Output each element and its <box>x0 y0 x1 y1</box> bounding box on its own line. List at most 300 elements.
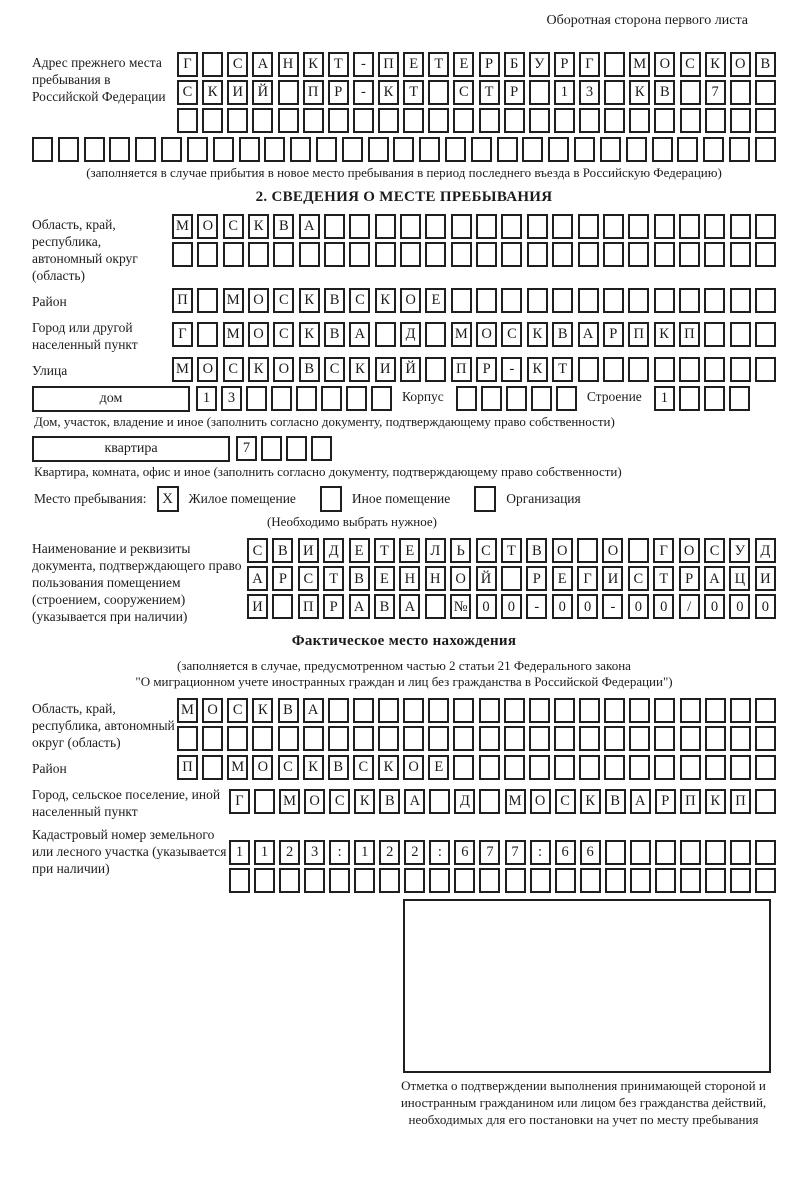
char-cell[interactable] <box>578 288 599 313</box>
char-cell[interactable]: В <box>299 357 320 382</box>
char-cell[interactable] <box>223 242 244 267</box>
char-cell[interactable]: 1 <box>196 386 217 411</box>
char-cell[interactable]: В <box>272 538 293 563</box>
char-cell[interactable] <box>705 726 726 751</box>
char-cell[interactable] <box>629 726 650 751</box>
char-cell[interactable] <box>213 137 234 162</box>
char-cell[interactable] <box>453 726 474 751</box>
char-cell[interactable] <box>603 242 624 267</box>
char-cell[interactable]: С <box>329 789 350 814</box>
char-cell[interactable]: К <box>527 357 548 382</box>
char-cell[interactable]: А <box>299 214 320 239</box>
char-cell[interactable]: И <box>298 538 319 563</box>
char-cell[interactable] <box>626 137 647 162</box>
char-cell[interactable] <box>704 357 725 382</box>
char-cell[interactable] <box>84 137 105 162</box>
char-cell[interactable]: В <box>273 214 294 239</box>
char-cell[interactable]: В <box>349 566 370 591</box>
char-cell[interactable]: К <box>378 80 399 105</box>
char-cell[interactable] <box>451 214 472 239</box>
char-cell[interactable] <box>451 242 472 267</box>
char-cell[interactable] <box>403 698 424 723</box>
char-cell[interactable]: В <box>324 288 345 313</box>
char-cell[interactable]: М <box>177 698 198 723</box>
char-cell[interactable]: Т <box>653 566 674 591</box>
char-cell[interactable] <box>248 242 269 267</box>
char-cell[interactable] <box>705 755 726 780</box>
char-cell[interactable] <box>197 288 218 313</box>
char-cell[interactable] <box>303 108 324 133</box>
char-cell[interactable]: Т <box>328 52 349 77</box>
char-cell[interactable] <box>755 789 776 814</box>
char-cell[interactable]: С <box>298 566 319 591</box>
char-cell[interactable]: Й <box>476 566 497 591</box>
char-cell[interactable] <box>303 726 324 751</box>
char-cell[interactable]: Р <box>655 789 676 814</box>
char-cell[interactable] <box>324 214 345 239</box>
char-cell[interactable] <box>58 137 79 162</box>
char-cell[interactable] <box>680 698 701 723</box>
char-cell[interactable]: Р <box>554 52 575 77</box>
char-cell[interactable] <box>527 214 548 239</box>
char-cell[interactable]: С <box>680 52 701 77</box>
char-cell[interactable]: Г <box>653 538 674 563</box>
char-cell[interactable]: К <box>527 322 548 347</box>
char-cell[interactable]: Е <box>453 52 474 77</box>
char-cell[interactable] <box>704 386 725 411</box>
char-cell[interactable]: О <box>403 755 424 780</box>
char-cell[interactable]: О <box>679 538 700 563</box>
char-cell[interactable]: М <box>505 789 526 814</box>
char-cell[interactable]: А <box>399 594 420 619</box>
char-cell[interactable] <box>278 726 299 751</box>
char-cell[interactable] <box>705 108 726 133</box>
char-cell[interactable] <box>229 868 250 893</box>
char-cell[interactable]: Р <box>476 357 497 382</box>
char-cell[interactable]: К <box>375 288 396 313</box>
char-cell[interactable] <box>629 698 650 723</box>
char-cell[interactable] <box>476 242 497 267</box>
char-cell[interactable]: 0 <box>755 594 776 619</box>
char-cell[interactable]: 0 <box>729 594 750 619</box>
char-cell[interactable] <box>479 698 500 723</box>
char-cell[interactable] <box>730 80 751 105</box>
char-cell[interactable]: К <box>248 214 269 239</box>
char-cell[interactable] <box>202 52 223 77</box>
char-cell[interactable] <box>177 726 198 751</box>
char-cell[interactable]: № <box>450 594 471 619</box>
char-cell[interactable] <box>161 137 182 162</box>
char-cell[interactable]: : <box>530 840 551 865</box>
char-cell[interactable]: А <box>578 322 599 347</box>
char-cell[interactable] <box>476 288 497 313</box>
char-cell[interactable] <box>187 137 208 162</box>
char-cell[interactable] <box>679 288 700 313</box>
char-cell[interactable] <box>299 242 320 267</box>
char-cell[interactable]: С <box>273 322 294 347</box>
char-cell[interactable]: О <box>530 789 551 814</box>
char-cell[interactable]: С <box>278 755 299 780</box>
char-cell[interactable] <box>403 108 424 133</box>
char-cell[interactable] <box>252 726 273 751</box>
char-cell[interactable] <box>172 242 193 267</box>
char-cell[interactable] <box>371 386 392 411</box>
char-cell[interactable]: Г <box>177 52 198 77</box>
char-cell[interactable]: О <box>476 322 497 347</box>
char-cell[interactable] <box>530 868 551 893</box>
char-cell[interactable]: 0 <box>476 594 497 619</box>
char-cell[interactable] <box>506 386 527 411</box>
char-cell[interactable] <box>654 288 675 313</box>
char-cell[interactable] <box>603 288 624 313</box>
char-cell[interactable] <box>400 242 421 267</box>
char-cell[interactable] <box>527 288 548 313</box>
char-cell[interactable] <box>316 137 337 162</box>
char-cell[interactable] <box>654 698 675 723</box>
char-cell[interactable] <box>476 214 497 239</box>
char-cell[interactable] <box>453 755 474 780</box>
char-cell[interactable]: К <box>349 357 370 382</box>
char-cell[interactable] <box>239 137 260 162</box>
char-cell[interactable]: Р <box>479 52 500 77</box>
char-cell[interactable]: С <box>704 538 725 563</box>
char-cell[interactable]: П <box>303 80 324 105</box>
char-cell[interactable] <box>501 214 522 239</box>
char-cell[interactable] <box>135 137 156 162</box>
char-cell[interactable]: 1 <box>654 386 675 411</box>
char-cell[interactable] <box>628 538 649 563</box>
char-cell[interactable]: И <box>375 357 396 382</box>
char-cell[interactable] <box>304 868 325 893</box>
char-cell[interactable]: 3 <box>304 840 325 865</box>
char-cell[interactable]: Т <box>428 52 449 77</box>
char-cell[interactable]: О <box>552 538 573 563</box>
char-cell[interactable]: М <box>279 789 300 814</box>
char-cell[interactable] <box>630 840 651 865</box>
char-cell[interactable]: 7 <box>479 840 500 865</box>
char-cell[interactable] <box>254 868 275 893</box>
char-cell[interactable]: 2 <box>379 840 400 865</box>
char-cell[interactable]: В <box>374 594 395 619</box>
char-cell[interactable] <box>548 137 569 162</box>
char-cell[interactable]: У <box>529 52 550 77</box>
char-cell[interactable] <box>346 386 367 411</box>
char-cell[interactable] <box>730 214 751 239</box>
char-cell[interactable]: 0 <box>501 594 522 619</box>
char-cell[interactable] <box>471 137 492 162</box>
char-cell[interactable] <box>32 137 53 162</box>
char-cell[interactable]: - <box>353 52 374 77</box>
char-cell[interactable]: Й <box>400 357 421 382</box>
char-cell[interactable]: Р <box>328 80 349 105</box>
char-cell[interactable]: В <box>552 322 573 347</box>
char-cell[interactable] <box>419 137 440 162</box>
char-cell[interactable]: 0 <box>552 594 573 619</box>
char-cell[interactable] <box>264 137 285 162</box>
char-cell[interactable] <box>630 868 651 893</box>
char-cell[interactable] <box>680 755 701 780</box>
char-cell[interactable] <box>428 108 449 133</box>
char-cell[interactable] <box>202 726 223 751</box>
char-cell[interactable] <box>403 726 424 751</box>
char-cell[interactable] <box>354 868 375 893</box>
char-cell[interactable] <box>729 386 750 411</box>
char-cell[interactable] <box>554 108 575 133</box>
char-cell[interactable] <box>680 108 701 133</box>
char-cell[interactable] <box>296 386 317 411</box>
char-cell[interactable]: Г <box>579 52 600 77</box>
char-cell[interactable] <box>342 137 363 162</box>
char-cell[interactable] <box>730 698 751 723</box>
char-cell[interactable] <box>425 594 446 619</box>
char-cell[interactable]: : <box>329 840 350 865</box>
char-cell[interactable] <box>425 357 446 382</box>
char-cell[interactable] <box>227 726 248 751</box>
char-cell[interactable] <box>375 214 396 239</box>
char-cell[interactable]: Т <box>552 357 573 382</box>
char-cell[interactable] <box>278 108 299 133</box>
stay-type-checkbox-other-premises[interactable] <box>320 486 342 512</box>
char-cell[interactable]: Р <box>526 566 547 591</box>
char-cell[interactable] <box>755 242 776 267</box>
char-cell[interactable] <box>680 726 701 751</box>
char-cell[interactable]: К <box>248 357 269 382</box>
char-cell[interactable] <box>628 357 649 382</box>
stay-type-checkbox-organization[interactable] <box>474 486 496 512</box>
char-cell[interactable] <box>654 214 675 239</box>
char-cell[interactable] <box>529 108 550 133</box>
char-cell[interactable]: П <box>378 52 399 77</box>
char-cell[interactable] <box>379 868 400 893</box>
char-cell[interactable]: С <box>227 698 248 723</box>
char-cell[interactable] <box>353 108 374 133</box>
char-cell[interactable] <box>730 868 751 893</box>
char-cell[interactable]: С <box>349 288 370 313</box>
char-cell[interactable] <box>428 80 449 105</box>
char-cell[interactable] <box>730 242 751 267</box>
char-cell[interactable]: А <box>630 789 651 814</box>
char-cell[interactable] <box>368 137 389 162</box>
char-cell[interactable] <box>479 755 500 780</box>
char-cell[interactable]: Е <box>349 538 370 563</box>
char-cell[interactable] <box>453 108 474 133</box>
char-cell[interactable]: Т <box>479 80 500 105</box>
char-cell[interactable] <box>579 108 600 133</box>
char-cell[interactable] <box>246 386 267 411</box>
char-cell[interactable]: С <box>501 322 522 347</box>
char-cell[interactable]: 6 <box>580 840 601 865</box>
char-cell[interactable] <box>252 108 273 133</box>
char-cell[interactable]: П <box>298 594 319 619</box>
char-cell[interactable]: К <box>705 789 726 814</box>
char-cell[interactable]: Д <box>454 789 475 814</box>
char-cell[interactable]: А <box>252 52 273 77</box>
char-cell[interactable]: 1 <box>554 80 575 105</box>
char-cell[interactable] <box>504 726 525 751</box>
char-cell[interactable]: П <box>730 789 751 814</box>
char-cell[interactable] <box>378 108 399 133</box>
char-cell[interactable] <box>454 868 475 893</box>
char-cell[interactable] <box>579 726 600 751</box>
char-cell[interactable] <box>578 242 599 267</box>
char-cell[interactable]: : <box>429 840 450 865</box>
char-cell[interactable]: 1 <box>229 840 250 865</box>
char-cell[interactable] <box>730 840 751 865</box>
char-cell[interactable]: Н <box>399 566 420 591</box>
char-cell[interactable]: С <box>247 538 268 563</box>
char-cell[interactable]: М <box>172 357 193 382</box>
char-cell[interactable]: О <box>400 288 421 313</box>
char-cell[interactable]: Г <box>229 789 250 814</box>
stay-type-checkbox-residential[interactable]: X <box>157 486 179 512</box>
char-cell[interactable] <box>654 726 675 751</box>
char-cell[interactable]: В <box>324 322 345 347</box>
char-cell[interactable] <box>109 137 130 162</box>
char-cell[interactable] <box>425 242 446 267</box>
char-cell[interactable]: О <box>248 288 269 313</box>
char-cell[interactable] <box>272 594 293 619</box>
char-cell[interactable] <box>604 755 625 780</box>
char-cell[interactable] <box>378 698 399 723</box>
char-cell[interactable] <box>425 322 446 347</box>
char-cell[interactable]: П <box>451 357 472 382</box>
char-cell[interactable] <box>227 108 248 133</box>
char-cell[interactable]: И <box>755 566 776 591</box>
char-cell[interactable] <box>628 242 649 267</box>
char-cell[interactable]: Р <box>323 594 344 619</box>
char-cell[interactable]: 2 <box>404 840 425 865</box>
char-cell[interactable] <box>680 868 701 893</box>
char-cell[interactable] <box>603 214 624 239</box>
char-cell[interactable]: Р <box>504 80 525 105</box>
char-cell[interactable] <box>755 322 776 347</box>
char-cell[interactable] <box>604 52 625 77</box>
char-cell[interactable] <box>425 214 446 239</box>
char-cell[interactable]: Д <box>755 538 776 563</box>
char-cell[interactable]: О <box>654 52 675 77</box>
char-cell[interactable]: О <box>248 322 269 347</box>
char-cell[interactable]: К <box>252 698 273 723</box>
char-cell[interactable]: Л <box>425 538 446 563</box>
char-cell[interactable]: / <box>679 594 700 619</box>
char-cell[interactable] <box>261 436 282 461</box>
char-cell[interactable] <box>279 868 300 893</box>
char-cell[interactable]: - <box>353 80 374 105</box>
char-cell[interactable]: В <box>278 698 299 723</box>
char-cell[interactable] <box>600 137 621 162</box>
char-cell[interactable] <box>628 288 649 313</box>
char-cell[interactable]: Р <box>679 566 700 591</box>
char-cell[interactable]: Т <box>323 566 344 591</box>
char-cell[interactable]: Г <box>172 322 193 347</box>
char-cell[interactable] <box>655 868 676 893</box>
char-cell[interactable] <box>555 868 576 893</box>
char-cell[interactable] <box>755 214 776 239</box>
char-cell[interactable]: С <box>177 80 198 105</box>
char-cell[interactable] <box>375 322 396 347</box>
char-cell[interactable]: С <box>324 357 345 382</box>
char-cell[interactable]: М <box>223 322 244 347</box>
char-cell[interactable] <box>574 137 595 162</box>
char-cell[interactable] <box>353 726 374 751</box>
char-cell[interactable]: 3 <box>221 386 242 411</box>
char-cell[interactable]: К <box>354 789 375 814</box>
char-cell[interactable]: 7 <box>505 840 526 865</box>
char-cell[interactable] <box>554 698 575 723</box>
char-cell[interactable] <box>428 726 449 751</box>
char-cell[interactable]: В <box>755 52 776 77</box>
char-cell[interactable] <box>654 755 675 780</box>
char-cell[interactable]: 6 <box>454 840 475 865</box>
char-cell[interactable]: В <box>605 789 626 814</box>
char-cell[interactable] <box>729 137 750 162</box>
char-cell[interactable]: Н <box>425 566 446 591</box>
char-cell[interactable] <box>704 288 725 313</box>
char-cell[interactable]: П <box>628 322 649 347</box>
char-cell[interactable] <box>680 80 701 105</box>
char-cell[interactable]: У <box>729 538 750 563</box>
char-cell[interactable]: В <box>328 755 349 780</box>
char-cell[interactable] <box>704 242 725 267</box>
char-cell[interactable]: О <box>197 357 218 382</box>
char-cell[interactable]: Й <box>252 80 273 105</box>
char-cell[interactable]: С <box>273 288 294 313</box>
char-cell[interactable] <box>705 840 726 865</box>
char-cell[interactable] <box>755 840 776 865</box>
char-cell[interactable] <box>329 868 350 893</box>
char-cell[interactable] <box>755 357 776 382</box>
char-cell[interactable]: Р <box>603 322 624 347</box>
char-cell[interactable] <box>328 698 349 723</box>
char-cell[interactable]: Ц <box>729 566 750 591</box>
char-cell[interactable]: М <box>629 52 650 77</box>
char-cell[interactable]: О <box>273 357 294 382</box>
char-cell[interactable] <box>605 868 626 893</box>
char-cell[interactable]: Р <box>272 566 293 591</box>
char-cell[interactable]: 3 <box>579 80 600 105</box>
char-cell[interactable] <box>479 726 500 751</box>
char-cell[interactable] <box>321 386 342 411</box>
char-cell[interactable]: С <box>453 80 474 105</box>
char-cell[interactable] <box>400 214 421 239</box>
char-cell[interactable]: 7 <box>705 80 726 105</box>
char-cell[interactable]: А <box>704 566 725 591</box>
char-cell[interactable] <box>479 108 500 133</box>
char-cell[interactable]: Е <box>425 288 446 313</box>
char-cell[interactable] <box>453 698 474 723</box>
char-cell[interactable] <box>755 80 776 105</box>
char-cell[interactable]: И <box>227 80 248 105</box>
char-cell[interactable]: - <box>526 594 547 619</box>
char-cell[interactable]: П <box>680 789 701 814</box>
char-cell[interactable]: Т <box>403 80 424 105</box>
char-cell[interactable] <box>529 698 550 723</box>
char-cell[interactable] <box>479 868 500 893</box>
char-cell[interactable] <box>552 242 573 267</box>
char-cell[interactable] <box>324 242 345 267</box>
char-cell[interactable] <box>577 538 598 563</box>
char-cell[interactable]: 1 <box>254 840 275 865</box>
char-cell[interactable] <box>605 840 626 865</box>
char-cell[interactable] <box>755 288 776 313</box>
char-cell[interactable]: Е <box>403 52 424 77</box>
char-cell[interactable] <box>404 868 425 893</box>
char-cell[interactable] <box>604 698 625 723</box>
char-cell[interactable]: М <box>223 288 244 313</box>
char-cell[interactable]: Н <box>278 52 299 77</box>
char-cell[interactable] <box>529 755 550 780</box>
char-cell[interactable]: Е <box>399 538 420 563</box>
